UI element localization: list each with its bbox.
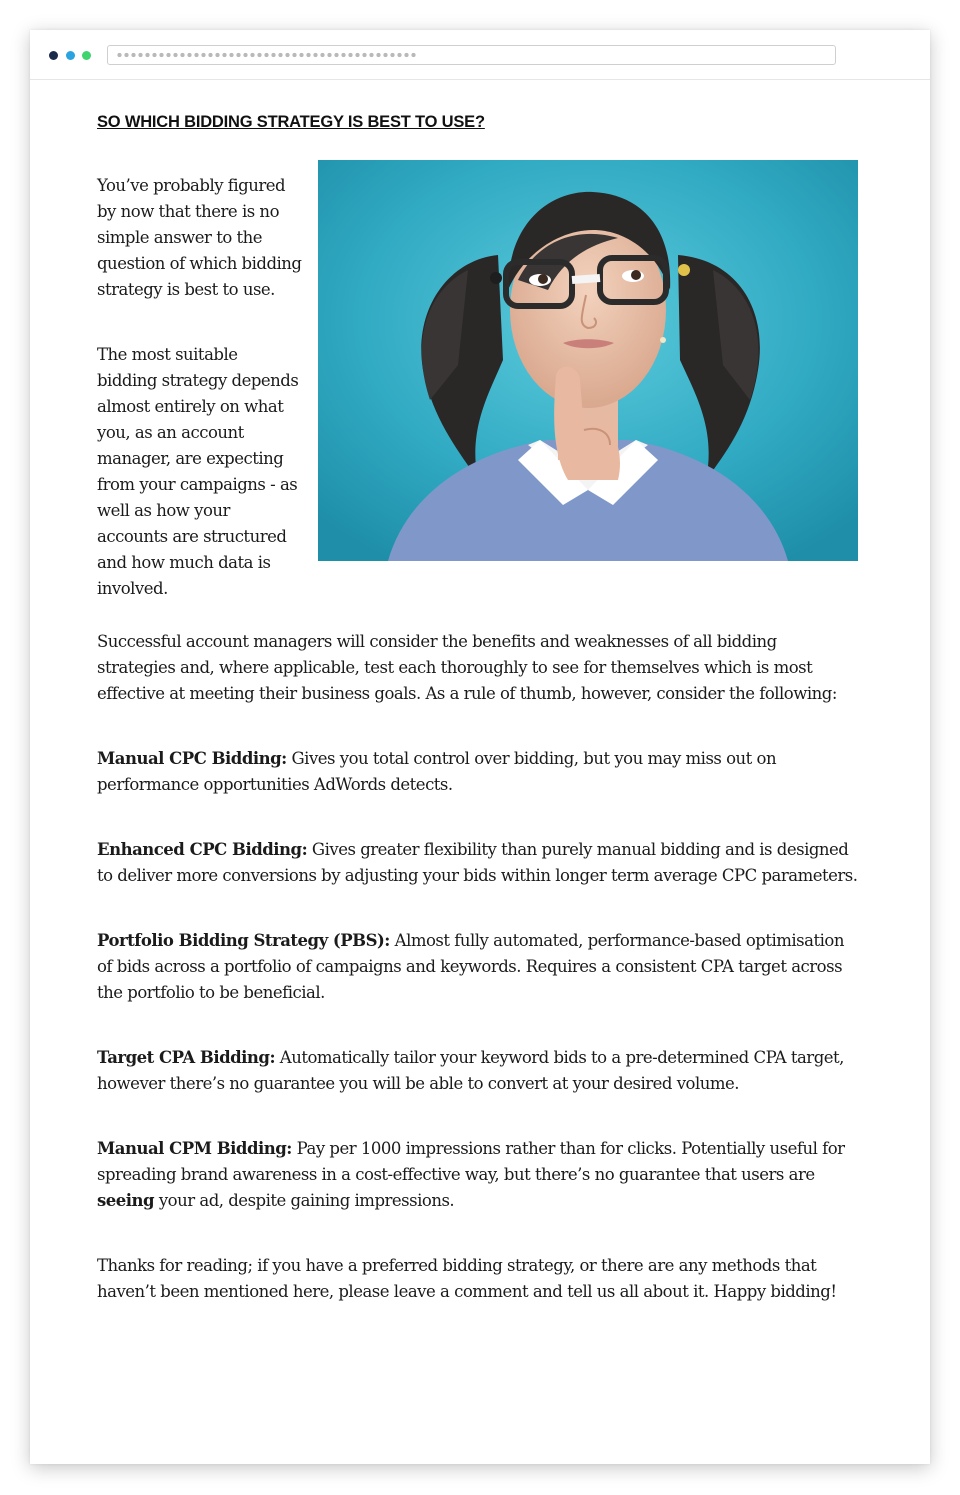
intro-section [97, 173, 859, 629]
browser-titlebar [30, 30, 930, 80]
strategy-description: Almost fully automated, performance-based optimisation of bids across a portfolio of campaigns and keywords. Requires a consistent CPA target across the portfolio to be beneficial. [97, 931, 844, 1002]
strategy-portfolio-bidding [97, 928, 859, 1006]
intro-paragraph-2: The most suitable bidding strategy depends almost entirely on what you, as an account manager, are expecting from your campaigns - as well as how your accounts are structured and how much data is involved. [97, 345, 299, 598]
strategy-term: Target CPA Bidding: [97, 1048, 276, 1067]
summary-section [97, 629, 859, 707]
strategy-description: Gives you total control over bidding, but you may miss out on performance opportunities AdWords detects. [97, 749, 777, 794]
browser-window [30, 30, 930, 1464]
window-maximize-dot[interactable] [82, 51, 91, 60]
strategy-term: Portfolio Bidding Strategy (PBS): [97, 931, 390, 950]
strategy-description-end: your ad, despite gaining impressions. [154, 1191, 455, 1210]
window-minimize-dot[interactable] [66, 51, 75, 60]
strategy-description: Automatically tailor your keyword bids to a pre-determined CPA target, however there’s no guarantee you will be able to convert at your desired volume. [97, 1048, 844, 1093]
strategy-term: Manual CPM Bidding: [97, 1139, 292, 1158]
strategy-enhanced-cpc [97, 837, 859, 889]
strategy-term: Enhanced CPC Bidding: [97, 840, 308, 859]
strategy-description: Gives greater flexibility than purely manual bidding and is designed to deliver more conversions by adjusting your bids within longer term average CPC parameters. [97, 840, 858, 885]
strategy-description: Pay per 1000 impressions rather than for clicks. Potentially useful for spreading brand awareness in a cost-effective way, but there’s no guarantee that users are [97, 1139, 845, 1184]
address-placeholder-dots [116, 52, 416, 58]
closing-paragraph: Thanks for reading; if you have a preferred bidding strategy, or there are any methods that haven’t been mentioned here, please leave a comment and tell us all about it. Happy bidding! [97, 1256, 837, 1301]
strategy-emphasis: seeing [97, 1191, 155, 1210]
closing-section [97, 1253, 859, 1305]
article-heading: SO WHICH BIDDING STRATEGY IS BEST TO USE? [97, 113, 485, 131]
strategy-manual-cpc [97, 746, 859, 798]
window-close-dot[interactable] [49, 51, 58, 60]
strategy-term: Manual CPC Bidding: [97, 749, 287, 768]
address-bar[interactable] [107, 45, 836, 65]
intro-text-column [97, 173, 302, 602]
strategy-target-cpa [97, 1045, 859, 1097]
intro-paragraph-1: You’ve probably figured by now that there is no simple answer to the question of which bidding strategy is best to use. [97, 176, 302, 299]
thinking-woman-illustration [318, 160, 858, 561]
strategy-manual-cpm [97, 1136, 859, 1214]
article-content [97, 110, 859, 1305]
summary-paragraph: Successful account managers will consider the benefits and weaknesses of all bidding strategies and, where applicable, test each thoroughly to see for themselves which is most effective at meeting their business goals. As a rule of thumb, however, consider the following: [97, 632, 837, 703]
thinking-woman-photo [318, 160, 858, 561]
